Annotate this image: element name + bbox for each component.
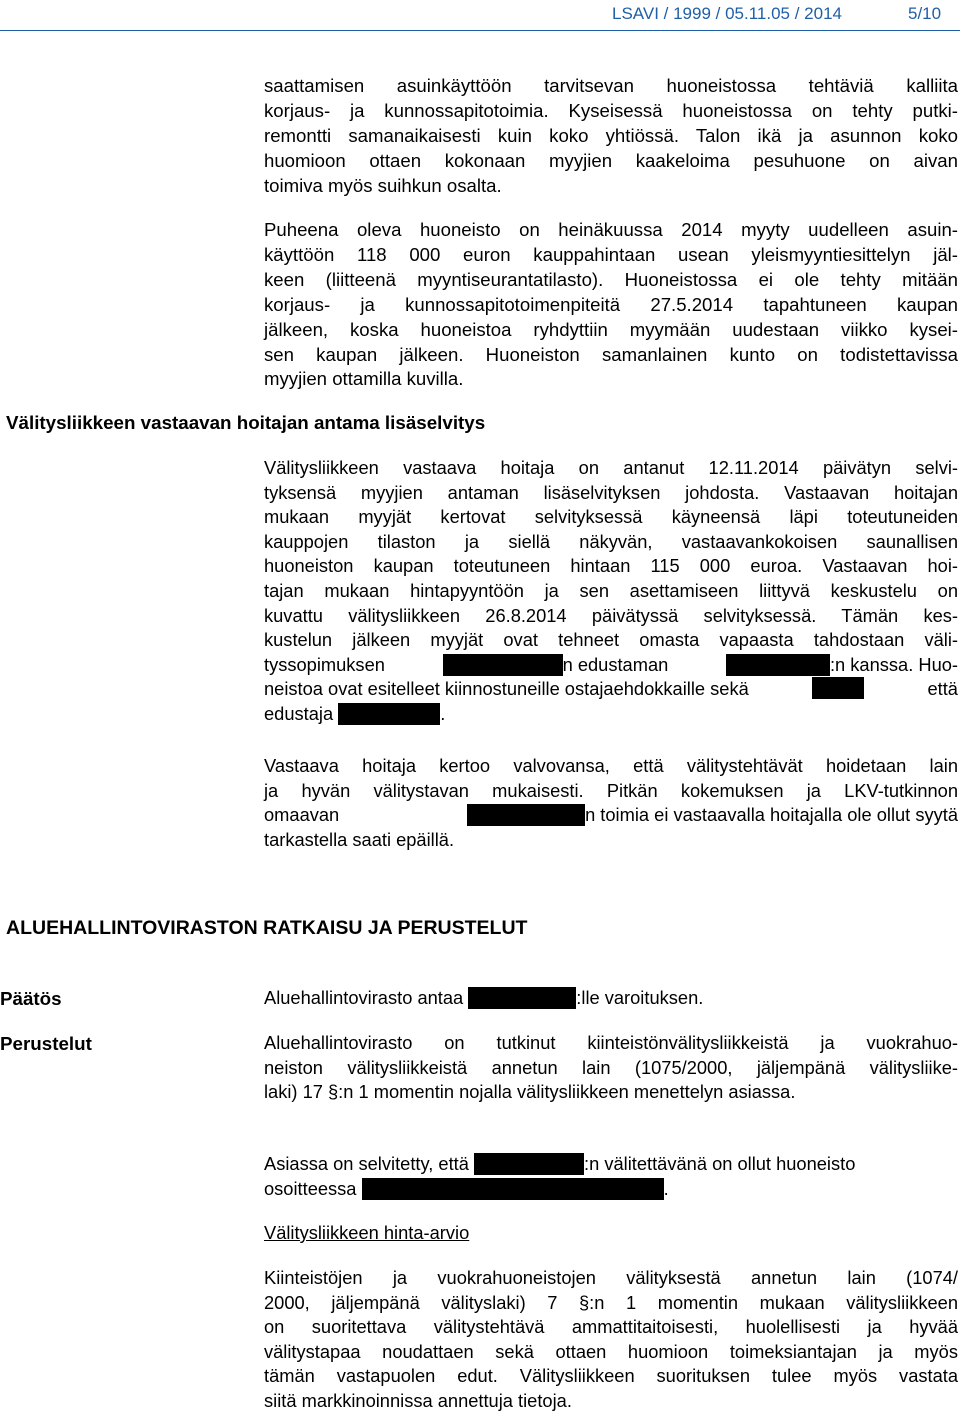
text-segment: Aluehallintovirasto antaa [264, 987, 464, 1008]
header-divider [0, 30, 960, 31]
text-line: ja hyvän välitystavan mukaisesti. Pitkän kokemuksen ja LKV-tutkinnon [264, 779, 958, 801]
text-line: Välitysliikkeen vastaava hoitaja on antanut 12.11.2014 päivätyn selvi- [264, 457, 958, 478]
text-segment: että [927, 678, 958, 700]
paragraph-findings [264, 1152, 958, 1201]
section-heading-additional-statement: Välitysliikkeen vastaavan hoitajan antama lisäselvitys [6, 412, 486, 433]
text-line: jälkeen, koska huoneistoa ryhdyttiin myymään uudestaan viikko kysei- [264, 318, 958, 340]
paragraph-supervision [264, 754, 958, 852]
text-line: tämän vastapuolen edut. Välitysliikkeen suorituksen tulee myös vastata [264, 1365, 958, 1387]
text-segment [726, 653, 958, 678]
text-segment: edustaja [264, 702, 334, 724]
text-line: korjaus- ja kunnossapitotoimia. Kyseisessä huoneistossa on tehty putki- [264, 99, 958, 121]
text-line: korjaus- ja kunnossapitotoimenpiteitä 27.5.2014 tapahtuneen kaupan [264, 293, 958, 315]
text-line: remontti samanaikaisesti kuin koko yhtiössä. Talon ikä ja asunnon koko [264, 124, 958, 146]
text-line: Vastaava hoitaja kertoo valvovansa, että välitystehtävät hoidetaan lain [264, 755, 958, 776]
text-segment: :lle varoituksen. [576, 987, 704, 1008]
text-line: laki) 17 §:n 1 momentin nojalla välitysliikkeen menettelyn asiassa. [264, 1081, 796, 1103]
text-segment: . [440, 702, 446, 724]
text-segment: :n välitettävänä on ollut huoneisto [584, 1153, 856, 1174]
text-line: käyttöön 118 000 euron kauppahintaan usean yleismyyntiesittelyn jäl- [264, 243, 958, 265]
text-line: mukaan myyjät kertovat selvityksessä käyneensä läpi toteutuneiden [264, 506, 958, 528]
redaction-block [338, 703, 440, 725]
text-line: huoneiston kaupan toteutuneen hintaan 115 000 euroa. Vastaavan hoi- [264, 555, 958, 577]
text-line: välitystapaa noudattaen sekä ottaen huomioon toimeksiantajan ja myös [264, 1340, 958, 1362]
text-line: Kiinteistöjen ja vuokrahuoneistojen välityksestä annetun lain (1074/ [264, 1267, 958, 1288]
redaction-block [467, 804, 585, 826]
redaction-block [362, 1178, 664, 1200]
text-line: keen (liitteenä myyntiseurantatilasto). Huoneistossa ei ole tehty mitään [264, 268, 958, 290]
text-segment: omaavan [264, 804, 340, 826]
text-line: saattamisen asuinkäyttöön tarvitsevan huoneistossa tehtäviä kalliita [264, 75, 958, 96]
text-line: neiston välitysliikkeistä annetun lain (1075/2000, jäljempänä välitysliike- [264, 1056, 958, 1078]
text-line: kustelun jälkeen myyjät ovat tehneet omasta vapaasta tahdostaan väli- [264, 629, 958, 651]
text-line [264, 677, 958, 702]
redaction-block [726, 654, 830, 676]
label-decision: Päätös [0, 988, 62, 1009]
text-line: 2000, jäljempänä välityslaki) 7 §:n 1 momentin mukaan välitysliikkeen [264, 1291, 958, 1313]
text-line: Puheena oleva huoneisto on heinäkuussa 2014 myyty uudelleen asuin- [264, 219, 958, 240]
text-line [264, 653, 958, 678]
page-header [0, 0, 960, 30]
paragraph-seller-statement-end [264, 74, 958, 199]
text-segment [467, 803, 958, 828]
text-line: on suoritettava välitystehtävä ammattitaitoisesti, huolellisesti ja hyvää [264, 1316, 958, 1338]
text-line: siitä markkinoinnissa annettuja tietoja. [264, 1389, 572, 1411]
page-number: 5/10 [908, 4, 942, 23]
text-line: sen kaupan jälkeen. Huoneiston samanlainen kunto on todistettavissa [264, 343, 958, 365]
text-segment: neistoa ovat esitelleet kiinnostuneille ostajaehdokkaille sekä [264, 678, 749, 700]
label-grounds: Perustelut [0, 1033, 92, 1054]
subheading-price-estimate [264, 1221, 958, 1246]
text-segment: n edustaman [562, 653, 669, 675]
text-line: Aluehallintovirasto on tutkinut kiinteistönvälitysliikkeistä ja vuokrahuo- [264, 1032, 958, 1053]
text-segment: . [663, 1177, 669, 1199]
redaction-block [474, 1153, 584, 1175]
subheading-text: Välitysliikkeen hinta-arvio [264, 1222, 470, 1243]
paragraph-brokerage-law [264, 1266, 958, 1414]
paragraph-manager-statement [264, 456, 958, 727]
text-line: tajan mukaan hintapyyntöön ja sen asettamiseen liittyvä keskustelu on [264, 579, 958, 601]
text-line: kauppojen tilaston ja siellä näkyvän, vastaavankokoisen saunallisen [264, 530, 958, 552]
text-line: tyksensä myyjien antaman lisäselvityksen johdosta. Vastaavan hoitajan [264, 481, 958, 503]
text-line [264, 1177, 958, 1202]
redaction-block [812, 677, 864, 699]
text-segment: :n kanssa. Huo- [829, 653, 958, 675]
text-line: toimiva myös suihkun osalta. [264, 174, 502, 196]
text-segment [443, 653, 669, 678]
redaction-block [468, 987, 576, 1009]
redaction-block [443, 654, 563, 676]
document-reference: LSAVI / 1999 / 05.11.05 / 2014 [612, 4, 842, 23]
text-line: kuvattu välitysliikkeen 26.8.2014 päivätyssä selvityksessä. Tämän kes- [264, 604, 958, 626]
text-line: myyjien ottamilla kuvilla. [264, 368, 464, 390]
text-line [264, 986, 958, 1011]
text-line [264, 1152, 958, 1177]
paragraph-grounds [264, 1031, 958, 1105]
text-line: tarkastella saati epäillä. [264, 828, 455, 850]
text-segment: osoitteessa [264, 1177, 357, 1199]
text-segment: tyssopimuksen [264, 653, 385, 675]
text-line: huomioon ottaen kokonaan myyjien kaakeloima pesuhuone on aivan [264, 149, 958, 171]
text-line [264, 803, 958, 828]
text-segment: n toimia ei vastaavalla hoitajalla ole ollut syytä [585, 804, 958, 826]
text-segment: Asiassa on selvitetty, että [264, 1153, 469, 1174]
paragraph-decision [264, 986, 958, 1011]
text-line [264, 702, 958, 727]
section-heading-decision: ALUEHALLINTOVIRASTON RATKAISU JA PERUSTELUT [6, 917, 528, 939]
paragraph-resale [264, 218, 958, 392]
